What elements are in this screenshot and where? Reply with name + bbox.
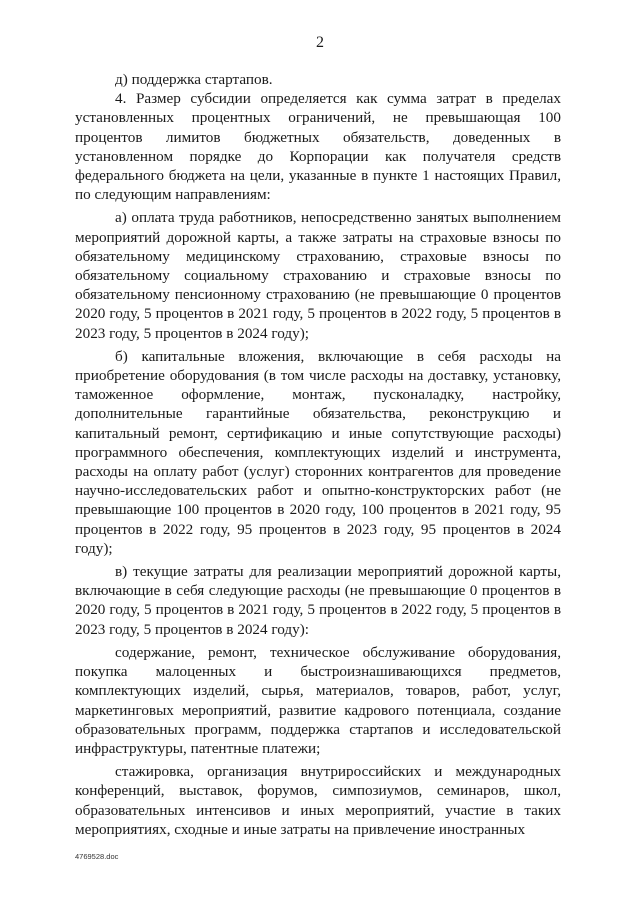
page-number: 2	[316, 34, 324, 51]
document-body	[75, 70, 561, 843]
paragraph-internship-list: стажировка, организация внутрироссийских и международных конференций, выставок, форумов, симпозиумов, семинаров, школ, образовательных интенсивов и иных мероприятий, участие в таких мероприятиях, сходные и иные затраты на привлечение иностранных	[75, 763, 561, 838]
paragraph-item-v: в) текущие затраты для реализации мероприятий дорожной карты, включающие в себя следующие расходы (не превышающие 0 процентов в 2020 году, 5 процентов в 2021 году, 5 процентов в 2022 году, 5 процентов в 2023 году, 5 процентов в 2024 году):	[75, 563, 561, 638]
paragraph-current-costs-list: содержание, ремонт, техническое обслуживание оборудования, покупка малоценных и быстроизнашивающихся предметов, комплектующих изделий, сырья, материалов, товаров, работ, услуг, маркетинговых мероприятий, развитие кадрового потенциала, создание образовательных программ, поддержка стартапов и исследовательской инфраструктуры, патентные платежи;	[75, 643, 561, 757]
paragraph-item-b: б) капитальные вложения, включающие в себя расходы на приобретение оборудования (в том числе расходы на доставку, установку, таможенное оформление, монтаж, пусконаладку, настройку, дополнительные гарантийные обязательства, реконструкцию и капитальный ремонт, сертификацию и иные сопутствующие расходы) программного обеспечения, комплектующих изделий и инструмента, расходы на оплату работ (услуг) сторонних контрагентов для проведение научно-исследовательских работ и опытно-конструкторских работ (не превышающие 100 процентов в 2020 году, 100 процентов в 2021 году, 95 процентов в 2022 году, 95 процентов в 2023 году, 95 процентов в 2024 году);	[75, 347, 561, 557]
paragraph-item-d: д) поддержка стартапов.	[115, 71, 273, 88]
paragraph-clause-4: 4. Размер субсидии определяется как сумма затрат в пределах установленных процентных ограничений, не превышающая 100 процентов лимитов бюджетных обязательств, доведенных в установленном порядке до Корпорации как получателя средств федерального бюджета на цели, указанные в пункте 1 настоящих Правил, по следующим направлениям:	[75, 90, 561, 204]
paragraph-item-a: а) оплата труда работников, непосредственно занятых выполнением мероприятий дорожной карты, а также затраты на страховые взносы по обязательному медицинскому страхованию, страховые взносы по обязательному социальному страхованию и страховые взносы по обязательному пенсионному страхованию (не превышающие 0 процентов 2020 году, 5 процентов в 2021 году, 5 процентов в 2022 году, 5 процентов в 2023 году, 5 процентов в 2024 году);	[75, 209, 561, 342]
footer-document-code: 4769528.doc	[75, 852, 119, 861]
